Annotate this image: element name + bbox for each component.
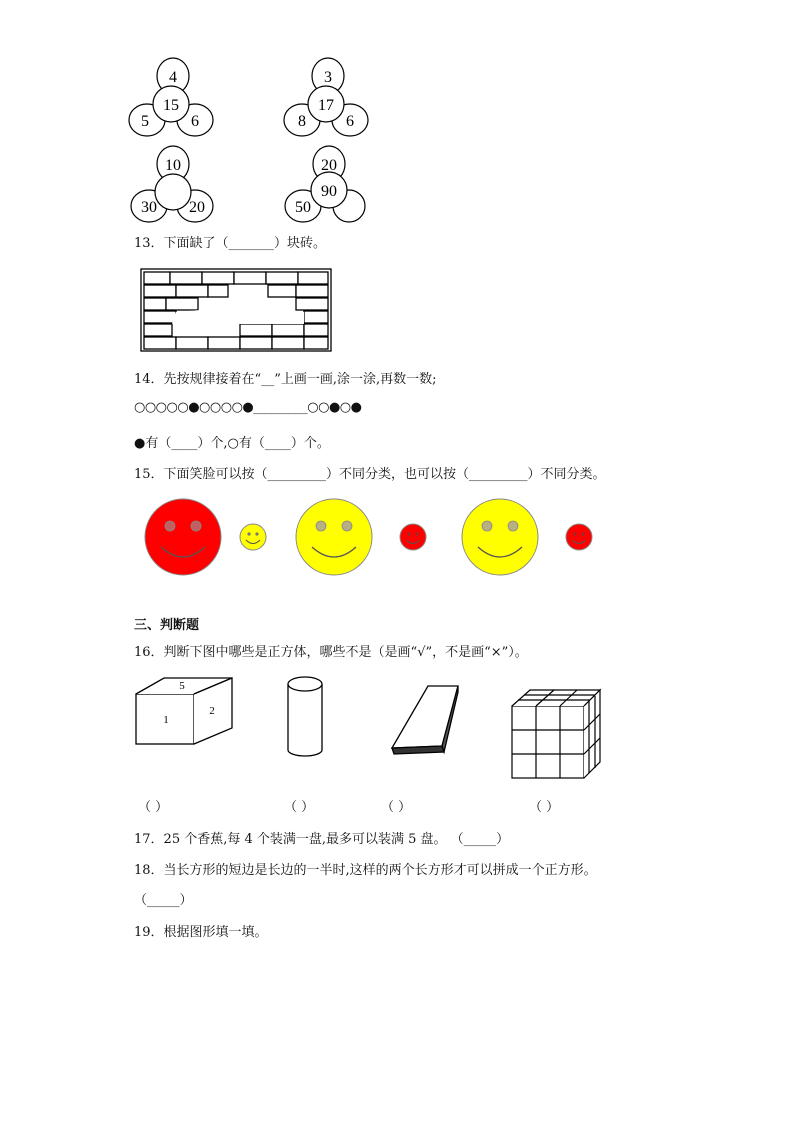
question-15: 15．下面笑脸可以按（_________）不同分类，也可以按（_________）不同分类。 (134, 467, 606, 482)
flower-2-left: 8 (298, 113, 306, 130)
flower-1-center: 15 (163, 97, 179, 114)
question-14-sequence: ○○○○○●○○○○●_________○○●○● (134, 400, 362, 415)
flower-1 (129, 58, 213, 136)
question-14-count: ●有（____）个,○有（____）个。 (134, 436, 330, 451)
question-18-answer[interactable]: （_____） (134, 893, 193, 908)
smiley-small-red (400, 524, 426, 550)
flower-1-left: 5 (141, 113, 149, 130)
flower-4 (285, 146, 365, 222)
flat-cuboid (392, 686, 458, 754)
flower-2-center: 17 (318, 97, 334, 114)
q16-answer-3[interactable]: （ ） (381, 800, 412, 815)
cylinder (288, 677, 322, 756)
flower-1-top: 4 (169, 69, 177, 86)
smiley-large-yellow-2 (462, 499, 538, 575)
flower-4-top: 20 (321, 157, 337, 174)
question-17: 17．25 个香蕉,每 4 个装满一盘,最多可以装满 5 盘。 （_____） (134, 832, 510, 847)
flower-2 (284, 58, 368, 136)
flower-4-center: 90 (321, 183, 337, 200)
flower-diagrams (0, 0, 794, 230)
section-title-judgment: 三、判断题 (134, 618, 200, 633)
question-19: 19．根据图形填一填。 (134, 925, 268, 940)
smiley-faces (130, 490, 610, 590)
q16-figures (130, 672, 610, 784)
q16-answer-1[interactable]: （ ） (138, 800, 169, 815)
cube-face-front: 1 (163, 714, 169, 726)
smiley-small-yellow (240, 524, 266, 550)
brick-wall (140, 268, 334, 354)
question-16: 16．判断下图中哪些是正方体，哪些不是（是画“√”，不是画“×”）。 (134, 645, 528, 660)
question-18: 18．当长方形的短边是长边的一半时,这样的两个长方形才可以拼成一个正方形。 (134, 863, 597, 878)
flower-3 (131, 146, 213, 222)
flower-3-left: 30 (141, 199, 157, 216)
cube-face-top: 5 (179, 680, 185, 692)
question-13: 13．下面缺了（_______）块砖。 (134, 236, 327, 251)
flower-3-right: 20 (189, 199, 205, 216)
flower-4-left: 50 (295, 199, 311, 216)
grid-cube (512, 690, 600, 778)
q16-answer-4[interactable]: （ ） (529, 800, 560, 815)
flower-2-right: 6 (346, 113, 354, 130)
q16-answer-2[interactable]: （ ） (284, 800, 315, 815)
flower-2-top: 3 (324, 69, 332, 86)
smiley-large-red (145, 499, 221, 575)
flower-3-top: 10 (165, 157, 181, 174)
cube-face-right: 2 (209, 705, 215, 717)
smiley-small-red-2 (566, 524, 592, 550)
smiley-large-yellow (296, 499, 372, 575)
question-14: 14．先按规律接着在“__”上画一画,涂一涂,再数一数; (134, 372, 437, 387)
flower-1-right: 6 (191, 113, 199, 130)
